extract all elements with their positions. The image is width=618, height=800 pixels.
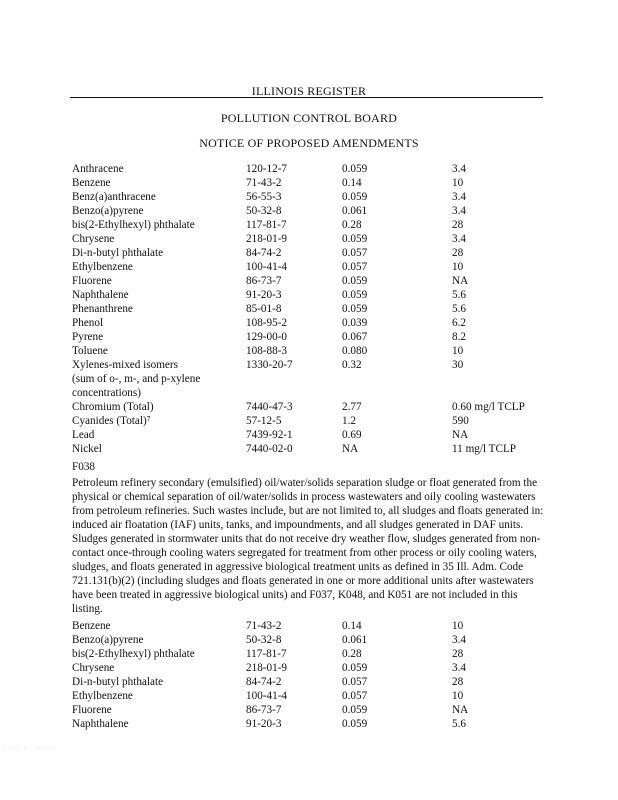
wastewater-limit: 0.059 [342,233,368,245]
wastewater-limit: 0.14 [342,177,362,189]
nonwastewater-limit: 0.60 mg/l TCLP [452,401,525,413]
wastewater-limit: 0.059 [342,662,368,674]
wastewater-limit: 0.059 [342,718,368,730]
table-row [72,288,572,302]
wastewater-limit: 0.057 [342,676,368,688]
nonwastewater-limit: 3.4 [452,163,466,175]
table-row [72,414,572,428]
wastewater-limit: 0.059 [342,704,368,716]
nonwastewater-limit: 5.6 [452,303,466,315]
nonwastewater-limit: 10 [452,620,464,632]
cas-number: 50-32-8 [246,634,282,646]
constituent-name: Nickel [72,443,102,455]
constituent-table-1 [72,162,572,456]
table-row [72,358,572,400]
nonwastewater-limit: 10 [452,690,464,702]
wastewater-limit: 2.77 [342,401,362,413]
cas-number: 100-41-4 [246,690,288,702]
wastewater-limit: 0.69 [342,429,362,441]
wastewater-limit: 0.057 [342,690,368,702]
board-title: POLLUTION CONTROL BOARD [220,111,398,125]
cas-number: 1330-20-7 [246,359,293,371]
nonwastewater-limit: 28 [452,648,464,660]
cas-number: 91-20-3 [246,718,282,730]
constituent-name: Phenanthrene [72,303,133,315]
wastewater-limit: 0.067 [342,331,368,343]
table-row [72,400,572,414]
wastewater-limit: 0.061 [342,205,368,217]
constituent-name: Benzene [72,177,111,189]
nonwastewater-limit: 10 [452,345,464,357]
constituent-name: Lead [72,429,95,441]
constituent-name: Naphthalene [72,718,129,730]
table-row [72,647,572,661]
wastewater-limit: 0.080 [342,345,368,357]
constituent-name: Chrysene [72,662,115,674]
constituent-table-2 [72,619,572,731]
constituent-name: Chrysene [72,233,115,245]
cas-number: 218-01-9 [246,662,288,674]
table-row [72,162,572,176]
cas-number: 57-12-5 [246,415,282,427]
cas-number: 56-55-3 [246,191,282,203]
constituent-name: bis(2-Ethylhexyl) phthalate [72,648,195,660]
wastewater-limit: 0.057 [342,261,368,273]
nonwastewater-limit: 10 [452,177,464,189]
nonwastewater-limit: 5.6 [452,289,466,301]
constituent-name: Ethylbenzene [72,690,133,702]
constituent-name: Benz(a)anthracene [72,191,156,203]
cas-number: 117-81-7 [246,219,287,231]
register-title: ILLINOIS REGISTER [251,84,367,98]
constituent-name: Fluorene [72,275,112,287]
constituent-name: Fluorene [72,704,112,716]
nonwastewater-limit: 8.2 [452,331,466,343]
constituent-name: Ethylbenzene [72,261,133,273]
nonwastewater-limit: NA [452,429,469,441]
cas-number: 84-74-2 [246,676,282,688]
cas-number: 7440-02-0 [246,443,293,455]
nonwastewater-limit: 3.4 [452,634,466,646]
waste-description: Petroleum refinery secondary (emulsified) oil/water/solids separation sludge or float generated from the physical or chemical separation of oil/water/solids in process wastewaters and oily cooling wastewaters from petroleum refineries. Such wastes include, but are not limited to, all sludges and floats generated in: induced air floatation (IAF) units, tanks, and impoundments, and all sludges generated in DAF units. Sludges generated in stormwater units that do not receive dry weather flow, sludges generated from non-contact once-through cooling waters segregated for treatment from other process or oily cooling waters, sludges, and floats generated in aggressive biological treatment units as defined in 35 Ill. Adm. Code 721.131(b)(2) (including sludges and floats generated in one or more additional units after wastewaters have been treated in aggressive biological units) and F037, K048, and K051 are not included in this listing. [72,477,544,615]
nonwastewater-limit: 28 [452,219,464,231]
wastewater-limit: 0.32 [342,359,362,371]
nonwastewater-limit: 590 [452,415,469,427]
table-row [72,176,572,190]
cas-number: 86-73-7 [246,704,282,716]
constituent-name: bis(2-Ethylhexyl) phthalate [72,219,195,231]
nonwastewater-limit: 6.2 [452,317,466,329]
cas-number: 108-95-2 [246,317,288,329]
header-rule [70,97,543,98]
table-row [72,218,572,232]
constituent-name: Di-n-butyl phthalate [72,247,164,259]
table-row [72,675,572,689]
table-row [72,442,572,456]
nonwastewater-limit: 28 [452,676,464,688]
table-row [72,703,572,717]
nonwastewater-limit: 3.4 [452,662,466,674]
constituent-name: Pyrene [72,331,104,343]
cas-number: 85-01-8 [246,303,282,315]
cas-number: 7440-47-3 [246,401,293,413]
table-row [72,717,572,731]
cas-number: 86-73-7 [246,275,282,287]
table-row [72,260,572,274]
wastewater-limit: 0.28 [342,219,362,231]
nonwastewater-limit: 10 [452,261,464,273]
cas-number: 7439-92-1 [246,429,293,441]
notice-title: NOTICE OF PROPOSED AMENDMENTS [199,136,419,150]
constituent-name: Anthracene [72,163,124,175]
table-row [72,274,572,288]
nonwastewater-limit: 30 [452,359,464,371]
wastewater-limit: 0.28 [342,648,362,660]
table-row [72,344,572,358]
constituent-name: Di-n-butyl phthalate [72,676,164,688]
nonwastewater-limit: 28 [452,247,464,259]
nonwastewater-limit: 3.4 [452,205,466,217]
table-row [72,633,572,647]
constituent-name: Benzo(a)pyrene [72,634,144,646]
constituent-name: Toluene [72,345,108,357]
wastewater-limit: 0.059 [342,275,368,287]
cas-number: 71-43-2 [246,177,282,189]
wastewater-limit: 0.061 [342,634,368,646]
table-row [72,330,572,344]
cas-number: 218-01-9 [246,233,288,245]
constituent-name: Phenol [72,317,104,329]
scan-artifact: . . . . . . . [3,744,56,750]
cas-number: 100-41-4 [246,261,288,273]
waste-code: F038 [72,461,96,473]
wastewater-limit: 1.2 [342,415,356,427]
constituent-name: Benzene [72,620,111,632]
table-row [72,428,572,442]
table-row [72,689,572,703]
table-row [72,246,572,260]
constituent-name: Benzo(a)pyrene [72,205,144,217]
cas-number: 84-74-2 [246,247,282,259]
nonwastewater-limit: 3.4 [452,233,466,245]
table-row [72,661,572,675]
wastewater-limit: 0.057 [342,247,368,259]
nonwastewater-limit: NA [452,704,469,716]
cas-number: 50-32-8 [246,205,282,217]
nonwastewater-limit: NA [452,275,469,287]
wastewater-limit: 0.059 [342,303,368,315]
wastewater-limit: 0.059 [342,289,368,301]
table-row [72,232,572,246]
constituent-name: Chromium (Total) [72,401,154,413]
constituent-name: Cyanides (Total)⁷ [72,415,151,427]
nonwastewater-limit: 11 mg/l TCLP [452,443,517,455]
wastewater-limit: 0.14 [342,620,362,632]
wastewater-limit: NA [342,443,359,455]
table-row [72,619,572,633]
wastewater-limit: 0.059 [342,191,368,203]
constituent-name: Naphthalene [72,289,129,301]
cas-number: 108-88-3 [246,345,288,357]
table-row [72,316,572,330]
constituent-name: Xylenes-mixed isomers (sum of o-, m-, and p-xylene concentrations) [72,359,201,399]
table-row [72,204,572,218]
cas-number: 71-43-2 [246,620,282,632]
cas-number: 120-12-7 [246,163,288,175]
wastewater-limit: 0.059 [342,163,368,175]
nonwastewater-limit: 3.4 [452,191,466,203]
table-row [72,302,572,316]
cas-number: 129-00-0 [246,331,288,343]
wastewater-limit: 0.039 [342,317,368,329]
cas-number: 117-81-7 [246,648,287,660]
nonwastewater-limit: 5.6 [452,718,466,730]
table-row [72,190,572,204]
cas-number: 91-20-3 [246,289,282,301]
